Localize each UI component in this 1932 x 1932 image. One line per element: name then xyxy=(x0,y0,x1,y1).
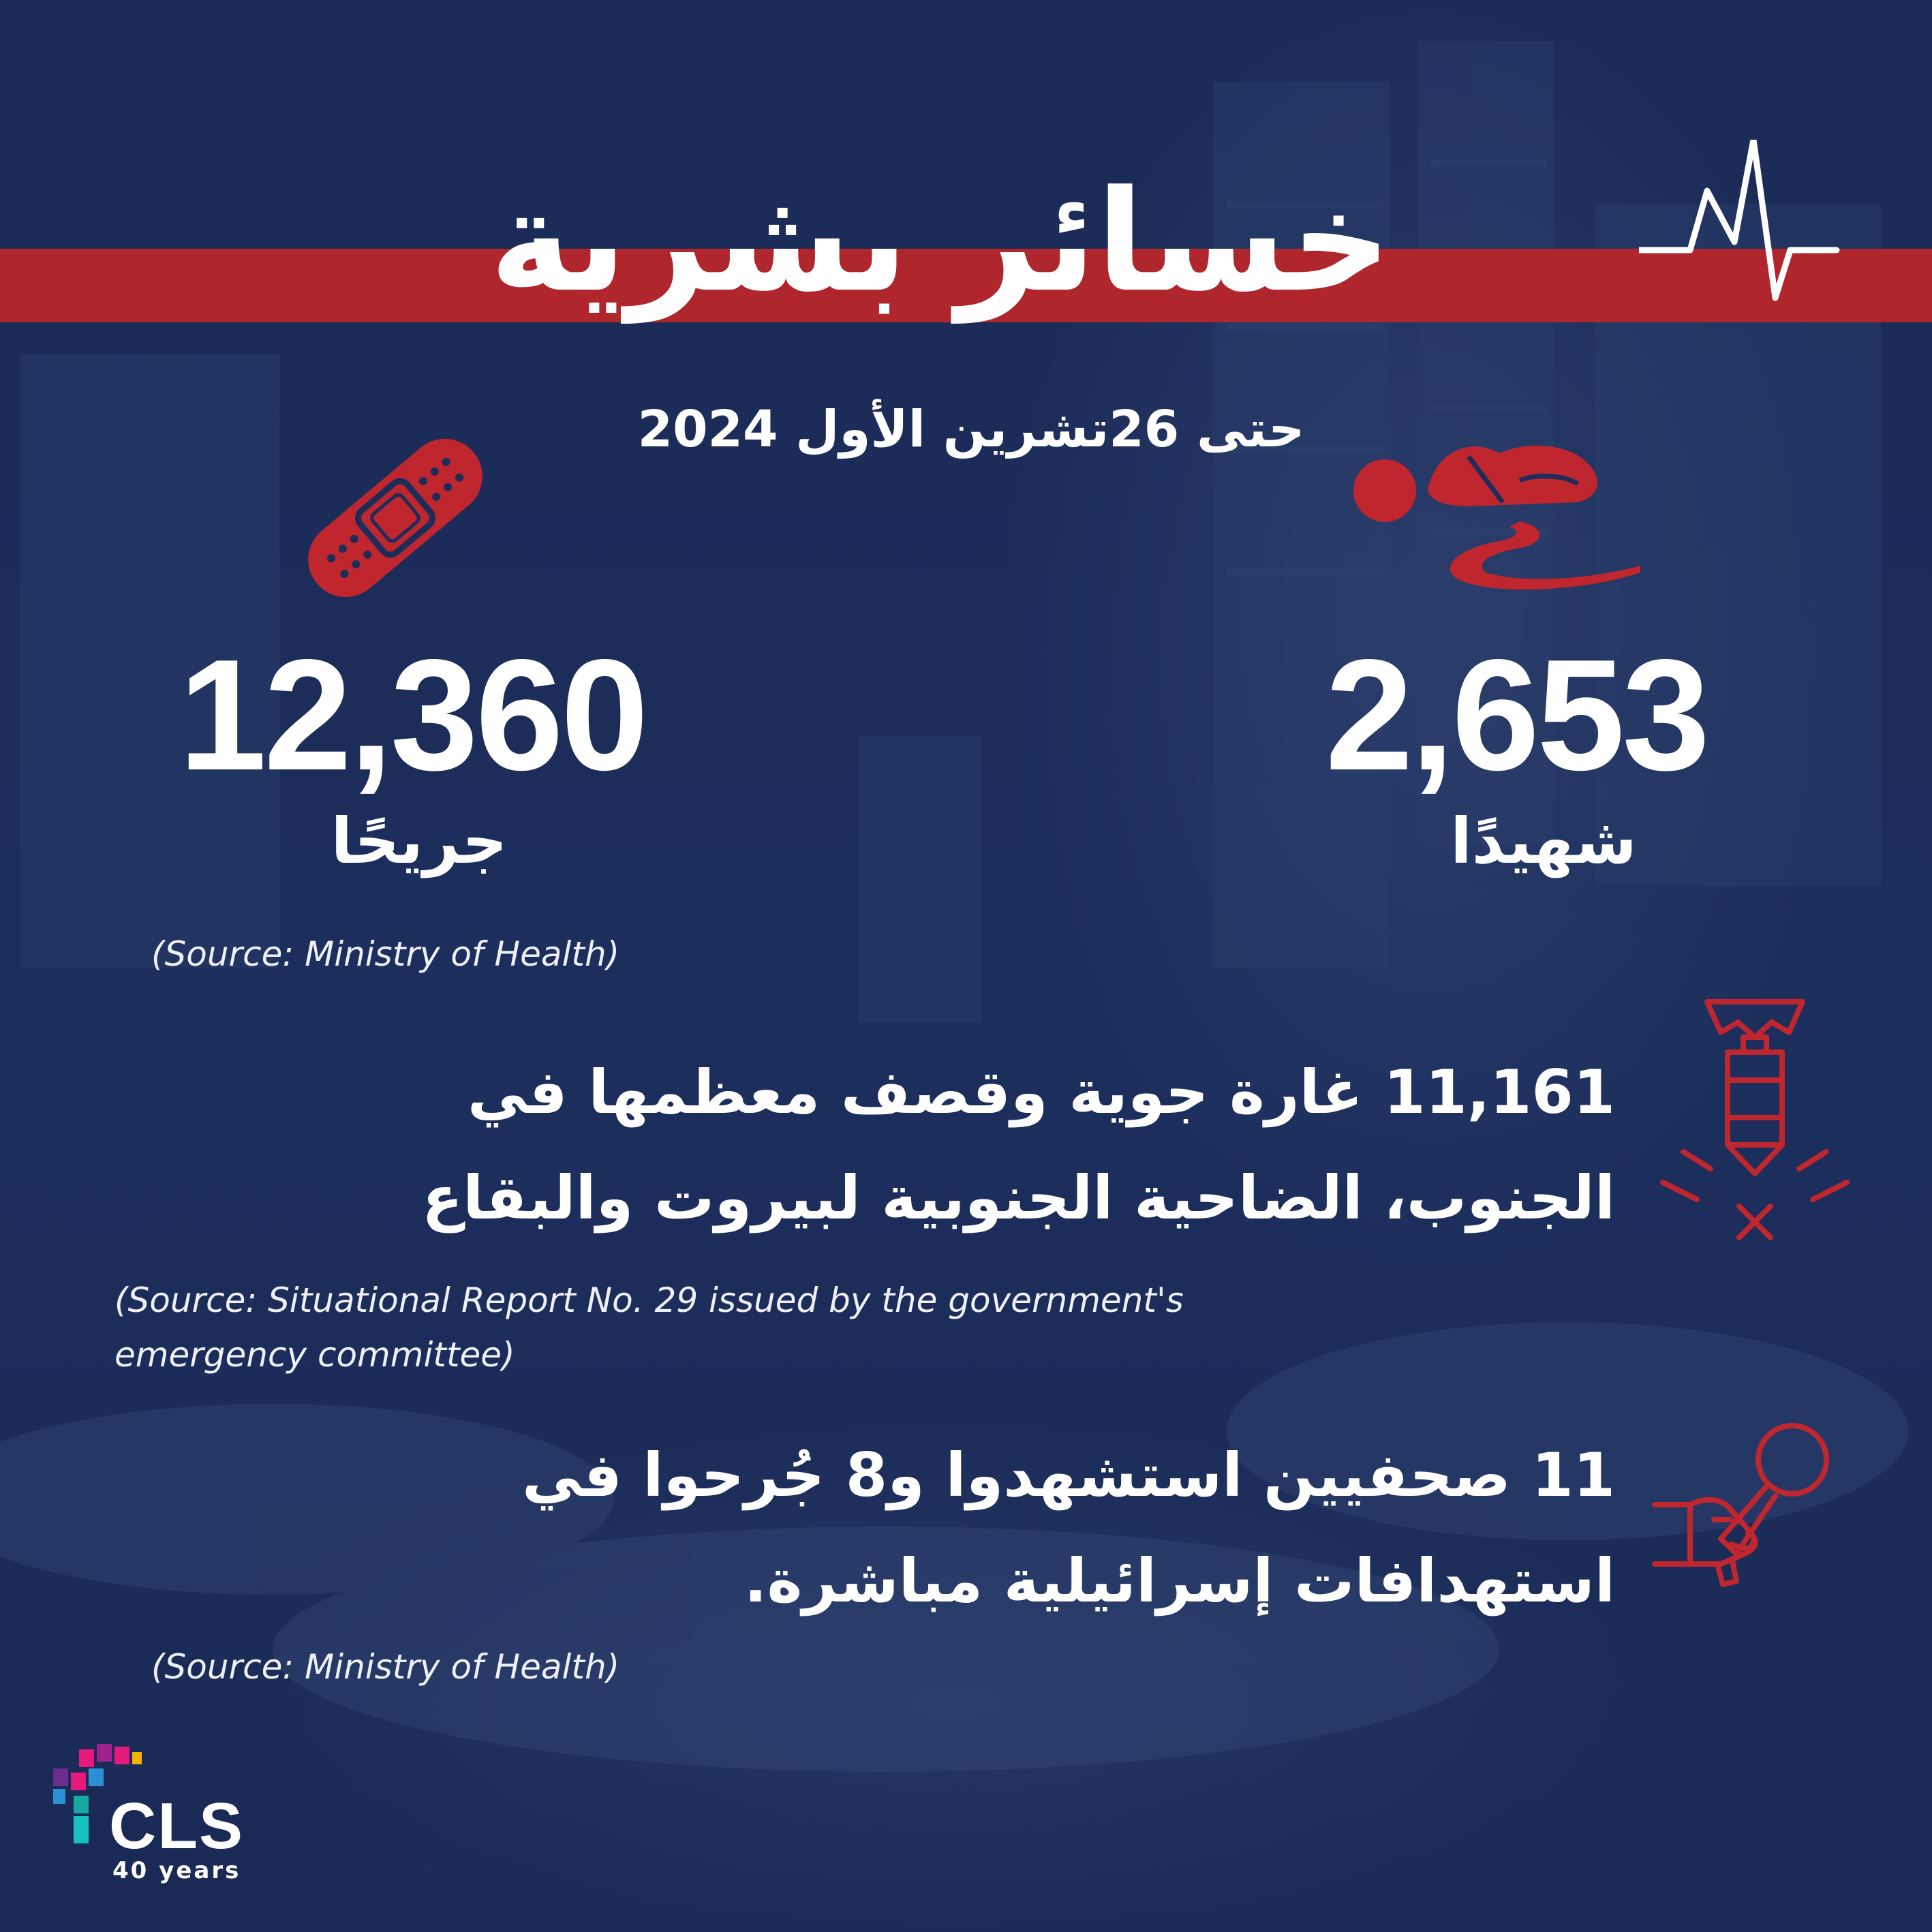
bomb-icon xyxy=(1656,995,1854,1247)
strikes-line-2: الجنوب، الضاحية الجنوبية لبيروت والبقاع xyxy=(422,1163,1615,1233)
heartbeat-line-icon xyxy=(1639,140,1843,303)
strikes-source-line-2: emergency committee) xyxy=(114,1335,515,1375)
journalists-source: (Source: Ministry of Health) xyxy=(151,1647,620,1687)
strikes-source-line-1: (Source: Situational Report No. 29 issued by the government's xyxy=(114,1281,1184,1320)
martyrs-count: 2,653 xyxy=(1325,627,1708,803)
fallen-person-icon xyxy=(1346,426,1646,596)
cls-logo-subtitle: 40 years xyxy=(112,1857,241,1884)
martyrs-label: شهيدًا xyxy=(1450,805,1637,878)
stats-source: (Source: Ministry of Health) xyxy=(151,934,620,974)
injured-label: جريحًا xyxy=(331,805,508,878)
cls-logo-text: CLS xyxy=(109,1790,244,1862)
date-subtitle: حتى 26تشرين الأول 2024 xyxy=(637,400,1305,459)
page-title: خسائر بشرية xyxy=(489,161,1392,323)
injured-count: 12,360 xyxy=(179,627,646,803)
bandage-icon xyxy=(300,436,491,600)
strikes-line-1: 11,161 غارة جوية وقصف معظمها في xyxy=(467,1057,1615,1127)
microphone-hand-icon xyxy=(1649,1417,1847,1595)
journalists-line-1: 11 صحفيين استشهدوا و8 جُرحوا في xyxy=(522,1440,1615,1510)
journalists-line-2: استهدافات إسرائيلية مباشرة. xyxy=(744,1546,1615,1616)
